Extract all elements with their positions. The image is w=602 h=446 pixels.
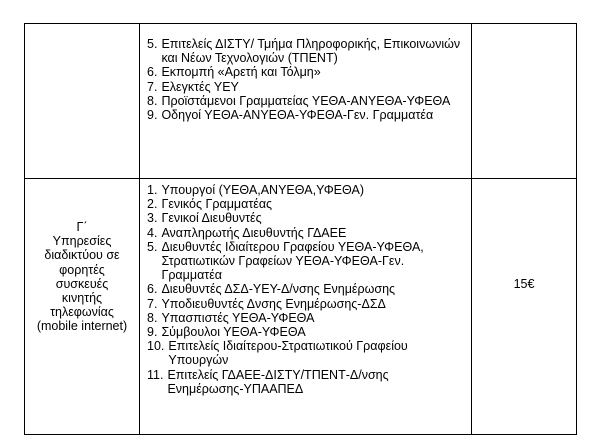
price-cell: 15€ — [513, 277, 535, 291]
list-item: 1. Υπουργοί (ΥΕΘΑ,ΑΝΥΕΘΑ,ΥΦΕΘΑ) — [147, 183, 365, 197]
list-item: 10. Επιτελείς Ιδιαίτερου-Στρατιωτικού Γραφείου Υπουργών — [147, 339, 408, 368]
row2-list — [147, 183, 463, 396]
category-line: (mobile internet) — [36, 319, 128, 334]
column-divider-1 — [139, 24, 140, 434]
list-item: 8. Υπασπιστές ΥΕΘΑ-ΥΦΕΘΑ — [147, 310, 315, 325]
document-table — [24, 23, 577, 435]
list-item: 5. Διευθυντές Ιδιαίτερου Γραφείου ΥΕΘΑ-ΥΦΕΘΑ, Στρατιωτικών Γραφείων ΥΕΘΑ-ΥΦΕΘΑ-Γεν. Γραμματέα — [147, 239, 424, 283]
list-item: 11. Επιτελείς ΓΔΑΕΕ-ΔΙΣΤΥ/ΤΠΕΝΤ-Δ/νσης Ενημέρωσης-ΥΠΑΑΠΕΔ — [147, 367, 389, 396]
list-item: 7. Ελεγκτές ΥΕΥ — [147, 79, 239, 94]
category-line: Υπηρεσίες — [52, 234, 112, 249]
category-letter: Γ΄ — [76, 220, 88, 234]
category-line: συσκευές — [55, 276, 109, 291]
list-item: 4. Αναπληρωτής Διευθυντής ΓΔΑΕΕ — [147, 225, 347, 240]
list-item: 8. Προϊστάμενοι Γραμματείας ΥΕΘΑ-ΑΝΥΕΘΑ-ΥΦΕΘΑ — [147, 93, 451, 108]
category-line: διαδικτύου σε — [44, 248, 120, 263]
list-item: 2. Γενικός Γραμματέας — [147, 197, 273, 212]
category-line: φορητές — [59, 262, 105, 277]
row1-list — [147, 37, 463, 122]
list-item: 7. Υποδιευθυντές Δνσης Ενημέρωσης-ΔΣΔ — [147, 296, 386, 311]
category-cell — [25, 220, 139, 334]
list-item: 6. Διευθυντές ΔΣΔ-ΥΕΥ-Δ/νσης Ενημέρωσης — [147, 282, 396, 297]
row-divider — [25, 178, 576, 179]
list-item: 3. Γενικοί Διευθυντές — [147, 211, 262, 226]
list-item: 6. Εκπομπή «Αρετή και Τόλμη» — [147, 65, 321, 80]
list-item: 5. Επιτελείς ΔΙΣΤΥ/ Τμήμα Πληροφορικής, Επικοινωνιών και Νέων Τεχνολογιών (ΤΠΕΝΤ) — [147, 37, 461, 66]
column-divider-2 — [471, 24, 472, 434]
category-line: τηλεφωνίας — [50, 305, 114, 320]
list-item: 9. Οδηγοί ΥΕΘΑ-ΑΝΥΕΘΑ-ΥΦΕΘΑ-Γεν. Γραμματέα — [147, 108, 434, 123]
category-line: κινητής — [61, 291, 103, 306]
list-item: 9. Σύμβουλοι ΥΕΘΑ-ΥΦΕΘΑ — [147, 325, 306, 340]
